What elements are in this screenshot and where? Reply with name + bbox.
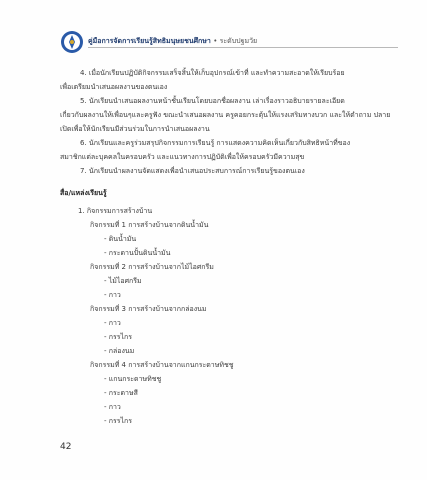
activity-title: กิจกรรมที่ 1 การสร้างบ้านจากดินน้ำมัน <box>90 221 209 229</box>
material-item: - กาว <box>104 319 121 327</box>
media-item-number: 1. <box>78 207 85 215</box>
paragraph-5-cont: เกี่ยวกับผลงานให้เพื่อนๆและครูฟัง ขณะนำเสนอผลงาน ครูคอยกระตุ้นให้แรงเสริมทางบวก และให้ตำถาม ปลายเปิดเพื่อให้นักเรียนมีส่วนร่วมในการนำเสนอผลงาน <box>60 111 391 133</box>
header-title-text: คู่มือการจัดการเรียนรู้สิทธิมนุษยชนศึกษา <box>88 37 211 45</box>
material-item: - กล่องนม <box>104 347 135 355</box>
emblem-logo-icon <box>60 30 84 54</box>
paragraph-number: 6. <box>80 139 87 147</box>
material-item: - ไม้ไอศกรีม <box>104 277 142 285</box>
activity-title: กิจกรรมที่ 4 การสร้างบ้านจากแกนกระดาษทิชชู <box>90 361 234 369</box>
page-content <box>60 66 400 428</box>
paragraph-7 <box>60 164 400 178</box>
paragraph-number: 4. <box>80 69 87 77</box>
material-item: - แกนกระดาษทิชชู <box>104 375 162 383</box>
paragraph-5 <box>60 94 400 108</box>
media-section-heading: สื่อ/แหล่งเรียนรู้ <box>60 189 107 197</box>
paragraph-text: นักเรียนนำผลงานจัดแสดงเพื่อนำเสนอประสบการณ์การเรียนรู้ของตนเอง <box>88 167 305 175</box>
material-item: - กรรไกร <box>104 333 133 341</box>
material-item: - กระดาษสี <box>104 389 138 397</box>
paragraph-text: นักเรียนและครูร่วมสรุปกิจกรรมการเรียนรู้ การแสดงความคิดเห็นเกี่ยวกับสิทธิหน้าที่ของ <box>88 139 351 147</box>
media-item <box>78 204 400 218</box>
material-item: - ดินน้ำมัน <box>104 235 137 243</box>
paragraph-text: เมื่อนักเรียนปฏิบัติกิจกรรมเสร็จสิ้นให้เก็บอุปกรณ์เข้าที่ และทำความสะอาดให้เรียบร้อย <box>88 69 345 77</box>
page-number: 42 <box>60 442 72 452</box>
paragraph-number: 7. <box>80 167 87 175</box>
media-item-title: กิจกรรมการสร้างบ้าน <box>86 207 153 215</box>
material-item: - กาว <box>104 403 121 411</box>
header-divider <box>88 47 398 48</box>
activity-title: กิจกรรมที่ 3 การสร้างบ้านจากกล่องนม <box>90 305 207 313</box>
header-subtitle: • ระดับปฐมวัย <box>213 37 258 45</box>
paragraph-6 <box>60 136 400 150</box>
material-item: - กรรไกร <box>104 417 133 425</box>
paragraph-6-cont: สมาชิกแต่ละบุคคลในครอบครัว และแนวทางการปฏิบัติเพื่อให้ครอบครัวมีความสุข <box>60 153 305 161</box>
activity-title: กิจกรรมที่ 2 การสร้างบ้านจากไม้ไอศกรีม <box>90 263 214 271</box>
page-header <box>60 30 400 54</box>
material-item: - กระดานปั้นดินน้ำมัน <box>104 249 171 257</box>
paragraph-4-cont: เพื่อเตรียมนำเสนอผลงานของตนเอง <box>60 83 168 91</box>
header-title <box>88 36 257 47</box>
paragraph-text: นักเรียนนำเสนอผลงานหน้าชั้นเรียนโดยบอกชื่อผลงาน เล่าเรื่องราวอธิบายรายละเอียด <box>88 97 345 105</box>
material-item: - กาว <box>104 291 121 299</box>
paragraph-4 <box>60 66 400 80</box>
paragraph-number: 5. <box>80 97 87 105</box>
